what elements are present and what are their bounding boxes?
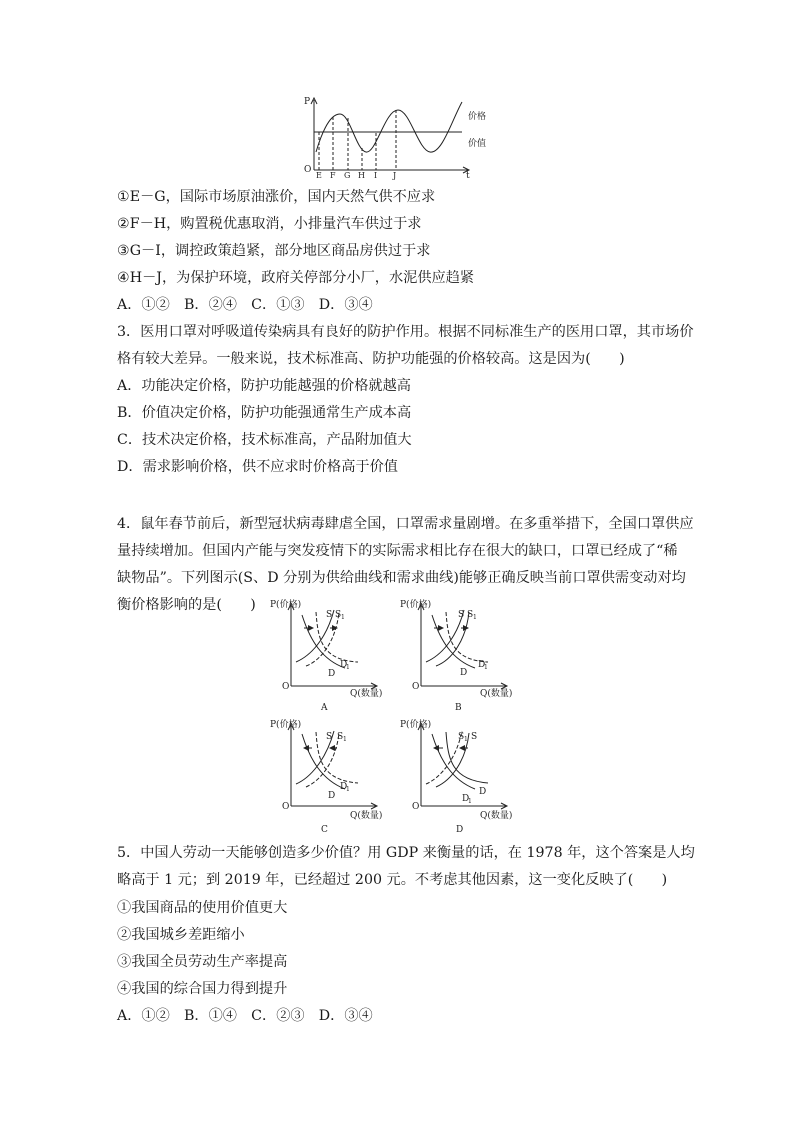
value-line-label: 价值 <box>468 139 487 149</box>
graph-d-d-label: D <box>479 787 487 797</box>
graph-a-p-label: P(价格) <box>270 600 302 610</box>
q5-option-2: ②我国城乡差距缩小 <box>117 927 245 943</box>
q3-choice-a: A．功能决定价格，防护功能越强的价格就越高 <box>117 378 411 394</box>
q4-stem-line-2: 量持续增加。但国内产能与突发疫情下的实际需求相比存在很大的缺口，口罩已经成了“稀 <box>117 543 678 559</box>
tick-j: J <box>393 171 397 180</box>
q2-choices: A．①② B．②④ C．①③ D．③④ <box>117 297 373 313</box>
graph-a-s-label: S <box>326 610 333 620</box>
q2-option-1: ①E－G，国际市场原油涨价，国内天然气供不应求 <box>117 189 436 205</box>
q2-option-4: ④H－J，为保护环境，政府关停部分小厂，水泥供应趋紧 <box>117 270 475 286</box>
graph-a <box>270 598 382 713</box>
graph-b-caption: B <box>455 703 462 713</box>
graph-b-q-label: Q(数量) <box>480 689 513 699</box>
graph-c-caption: C <box>321 825 328 835</box>
graph-c-p-label: P(价格) <box>270 720 302 730</box>
graph-b-d1-sub: 1 <box>484 664 488 671</box>
graph-c <box>270 718 382 835</box>
p-axis-label: P <box>304 97 311 107</box>
q3-choice-b: B．价值决定价格，防护功能强通常生产成本高 <box>117 405 412 421</box>
graph-b-s1-sub: 1 <box>473 614 477 621</box>
q4-stem-line-4: 衡价格影响的是( ) <box>117 597 256 613</box>
q3-choice-d: D．需求影响价格，供不应求时价格高于价值 <box>117 459 398 475</box>
graph-c-s1-sub: 1 <box>343 736 347 743</box>
graph-d-caption: D <box>456 825 464 835</box>
graph-d-p-label: P(价格) <box>400 720 432 730</box>
q5-stem-line-2: 略高于 1 元；到 2019 年，已经超过 200 元。不考虑其他因素，这一变化反映了( ) <box>117 872 668 888</box>
price-value-figure <box>300 94 500 181</box>
q3-choice-c: C．技术决定价格，技术标准高，产品附加值大 <box>117 432 412 448</box>
graph-b-origin: O <box>412 682 420 692</box>
graph-d <box>400 718 512 835</box>
graph-c-s-label: S <box>326 732 333 742</box>
q5-option-1: ①我国商品的使用价值更大 <box>117 900 288 916</box>
q4-stem-line-3: 缺物品”。下列图示(S、D 分别为供给曲线和需求曲线)能够正确反映当前口罩供需变动对均 <box>117 570 686 586</box>
graph-a-s1-sub: 1 <box>341 614 345 621</box>
graph-a-caption: A <box>321 703 328 713</box>
q3-stem-line-1: 3．医用口罩对呼吸道传染病具有良好的防护作用。根据不同标准生产的医用口罩，其市场价 <box>117 324 694 340</box>
graph-a-s1-label: S <box>335 610 342 620</box>
graph-a-origin: O <box>282 682 290 692</box>
graph-b-d-label: D <box>460 668 468 678</box>
q5-choices: A．①② B．①④ C．②③ D．③④ <box>117 1008 373 1024</box>
tick-h: H <box>358 171 365 180</box>
graph-d-d1-label: D <box>462 794 470 804</box>
tick-g: G <box>344 171 351 180</box>
graph-b-d1-label: D <box>478 660 486 670</box>
graph-a-d-label: D <box>328 669 336 679</box>
q5-stem-line-1: 5．中国人劳动一天能够创造多少价值？用 GDP 来衡量的话，在 1978 年，这个答案是人均 <box>117 845 695 861</box>
graph-c-d1-label: D <box>340 782 348 792</box>
graph-a-d1-sub: 1 <box>346 664 350 671</box>
q3-stem-line-2: 格有较大差异。一般来说，技术标准高、防护功能强的价格较高。这是因为( ) <box>117 351 625 367</box>
tick-f: F <box>330 171 336 180</box>
q2-option-2: ②F－H，购置税优惠取消，小排量汽车供过于求 <box>117 216 422 232</box>
q4-stem-line-1: 4．鼠年春节前后，新型冠状病毒肆虐全国，口罩需求量剧增。在多重举措下，全国口罩供应 <box>117 516 694 532</box>
q2-option-3: ③G－I，调控政策趋紧，部分地区商品房供过于求 <box>117 243 431 259</box>
graph-b <box>400 598 512 713</box>
graph-d-s-label: S <box>471 732 478 742</box>
tick-e: E <box>316 171 322 180</box>
q5-option-4: ④我国的综合国力得到提升 <box>117 981 288 997</box>
tick-i: I <box>374 171 378 180</box>
graph-d-origin: O <box>412 802 420 812</box>
graph-c-d1-sub: 1 <box>346 786 350 793</box>
graph-c-q-label: Q(数量) <box>350 811 383 821</box>
graph-b-s-label: S <box>458 610 465 620</box>
origin-label: O <box>304 165 312 175</box>
graph-b-s1-label: S <box>467 610 474 620</box>
graph-d-q-label: Q(数量) <box>480 811 513 821</box>
graph-c-s1-label: S <box>337 732 344 742</box>
supply-demand-graphs <box>260 594 530 836</box>
t-axis-label: t <box>466 171 470 181</box>
graph-d-s1-sub: 1 <box>464 736 468 743</box>
graph-d-d1-sub: 1 <box>468 798 472 805</box>
graph-c-origin: O <box>282 802 290 812</box>
graph-d-s1-label: S <box>458 732 465 742</box>
q5-option-3: ③我国全员劳动生产率提高 <box>117 954 288 970</box>
graph-b-p-label: P(价格) <box>400 600 432 610</box>
graph-a-q-label: Q(数量) <box>350 689 383 699</box>
price-curve-label: 价格 <box>468 112 487 122</box>
graph-c-d-label: D <box>328 791 336 801</box>
graph-a-d1-label: D <box>340 660 348 670</box>
